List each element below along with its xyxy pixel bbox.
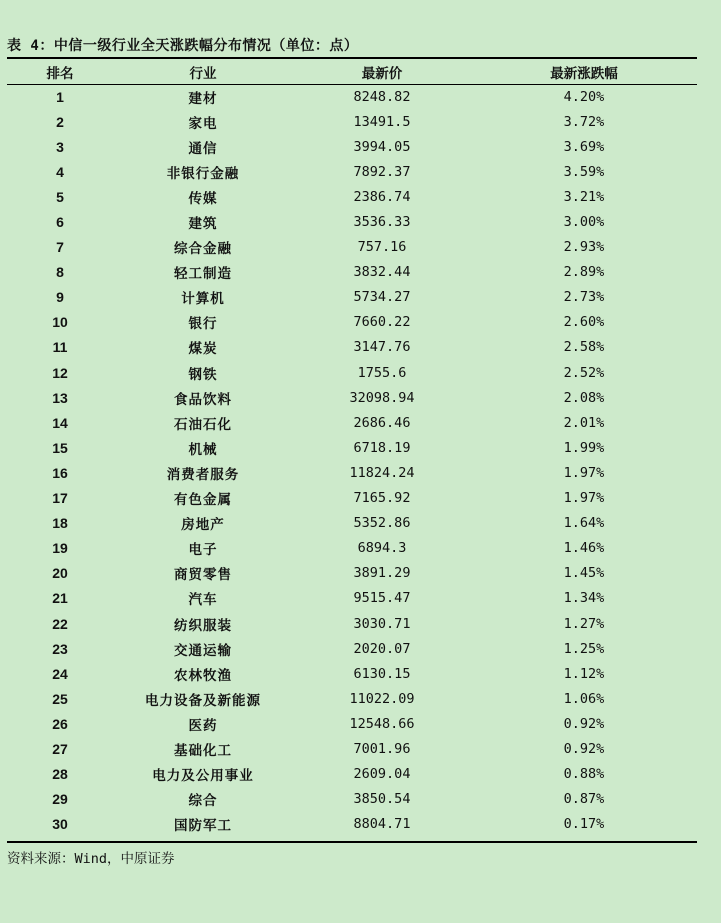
cell-latest-price: 2686.46 <box>353 414 411 431</box>
cell-latest-change: 0.88% <box>563 766 605 783</box>
cell-rank: 22 <box>52 615 68 632</box>
table-row <box>7 285 697 310</box>
cell-latest-price: 3030.71 <box>353 615 411 632</box>
cell-latest-price: 3832.44 <box>353 264 411 281</box>
cell-industry: 煤炭 <box>188 341 218 358</box>
cell-industry: 通信 <box>188 140 218 157</box>
cell-industry: 建筑 <box>188 216 218 233</box>
cell-industry: 医药 <box>188 717 218 734</box>
cell-latest-change: 1.64% <box>563 515 605 532</box>
cell-industry: 农林牧渔 <box>174 667 232 684</box>
table-row <box>7 536 697 561</box>
table-title: 表 4：中信一级行业全天涨跌幅分布情况（单位：点） <box>7 38 359 54</box>
cell-latest-change: 2.73% <box>563 289 605 306</box>
cell-industry: 钢铁 <box>188 366 218 383</box>
cell-rank: 27 <box>52 740 68 757</box>
cell-latest-change: 3.72% <box>563 113 605 130</box>
cell-industry: 石油石化 <box>174 416 232 433</box>
cell-industry: 交通运输 <box>174 642 232 659</box>
cell-latest-change: 0.92% <box>563 715 605 732</box>
table-row <box>7 385 697 410</box>
cell-rank: 8 <box>56 264 64 281</box>
table-row <box>7 460 697 485</box>
cell-rank: 6 <box>56 214 64 231</box>
table-row <box>7 235 697 260</box>
cell-latest-price: 3891.29 <box>353 565 411 582</box>
cell-latest-price: 3536.33 <box>353 214 411 231</box>
cell-industry: 电力及公用事业 <box>152 768 254 785</box>
table-row <box>7 209 697 234</box>
cell-industry: 基础化工 <box>174 742 232 759</box>
table-header-row <box>7 59 697 84</box>
cell-latest-change: 0.92% <box>563 740 605 757</box>
cell-latest-price: 3147.76 <box>353 339 411 356</box>
cell-latest-change: 1.06% <box>563 690 605 707</box>
cell-latest-price: 8804.71 <box>353 816 411 833</box>
cell-latest-price: 6130.15 <box>353 665 411 682</box>
table-row <box>7 586 697 611</box>
cell-rank: 30 <box>52 816 68 833</box>
cell-latest-change: 1.97% <box>563 464 605 481</box>
cell-industry: 银行 <box>188 316 218 333</box>
cell-rank: 21 <box>52 590 68 607</box>
cell-latest-change: 2.58% <box>563 339 605 356</box>
cell-latest-price: 1755.6 <box>357 364 407 381</box>
industry-performance-table <box>7 59 697 837</box>
cell-latest-change: 1.34% <box>563 590 605 607</box>
cell-industry: 房地产 <box>181 517 225 534</box>
cell-latest-price: 11022.09 <box>349 690 415 707</box>
table-row <box>7 335 697 360</box>
cell-industry: 汽车 <box>188 592 218 609</box>
table-row <box>7 109 697 134</box>
header-latest-change: 最新涨跌幅 <box>550 65 618 82</box>
cell-latest-change: 1.99% <box>563 439 605 456</box>
cell-rank: 11 <box>52 339 68 356</box>
table-row <box>7 711 697 736</box>
cell-rank: 20 <box>52 565 68 582</box>
header-rank: 排名 <box>46 65 74 82</box>
table-row <box>7 686 697 711</box>
cell-latest-price: 9515.47 <box>353 590 411 607</box>
cell-latest-change: 2.89% <box>563 264 605 281</box>
cell-industry: 综合金融 <box>174 241 232 258</box>
cell-rank: 15 <box>52 439 68 456</box>
table-row <box>7 84 697 109</box>
cell-latest-price: 5734.27 <box>353 289 411 306</box>
cell-latest-price: 3994.05 <box>353 138 411 155</box>
header-latest-price: 最新价 <box>361 65 403 82</box>
table-row <box>7 486 697 511</box>
table-row <box>7 787 697 812</box>
cell-latest-change: 1.45% <box>563 565 605 582</box>
cell-industry: 国防军工 <box>174 818 232 835</box>
cell-rank: 16 <box>52 464 68 481</box>
cell-latest-change: 1.12% <box>563 665 605 682</box>
cell-industry: 纺织服装 <box>174 617 232 634</box>
cell-latest-price: 7660.22 <box>353 314 411 331</box>
cell-latest-price: 2609.04 <box>353 766 411 783</box>
table-row <box>7 511 697 536</box>
cell-rank: 29 <box>52 791 68 808</box>
cell-latest-change: 0.17% <box>563 816 605 833</box>
cell-rank: 13 <box>52 389 68 406</box>
table-row <box>7 360 697 385</box>
cell-industry: 食品饮料 <box>174 391 232 408</box>
cell-industry: 非银行金融 <box>166 165 240 182</box>
cell-latest-price: 6894.3 <box>357 540 407 557</box>
table-bottom-rule <box>7 841 697 843</box>
cell-rank: 5 <box>56 188 64 205</box>
cell-industry: 消费者服务 <box>166 466 240 483</box>
cell-latest-price: 8248.82 <box>353 88 411 105</box>
cell-industry: 商贸零售 <box>174 567 232 584</box>
cell-industry: 电子 <box>188 542 218 559</box>
table-row <box>7 636 697 661</box>
cell-rank: 7 <box>56 239 64 256</box>
cell-latest-change: 0.87% <box>563 791 605 808</box>
cell-latest-change: 2.52% <box>563 364 605 381</box>
table-row <box>7 611 697 636</box>
cell-latest-price: 7001.96 <box>353 740 411 757</box>
cell-latest-change: 3.69% <box>563 138 605 155</box>
cell-latest-price: 2020.07 <box>353 640 411 657</box>
cell-latest-price: 32098.94 <box>349 389 415 406</box>
table-row <box>7 812 697 837</box>
cell-latest-price: 7165.92 <box>353 490 411 507</box>
cell-latest-change: 3.21% <box>563 188 605 205</box>
table-row <box>7 410 697 435</box>
cell-rank: 24 <box>52 665 68 682</box>
cell-industry: 家电 <box>188 115 218 132</box>
cell-industry: 传媒 <box>188 190 218 207</box>
cell-industry: 有色金属 <box>174 492 232 509</box>
cell-latest-price: 757.16 <box>357 239 407 256</box>
cell-industry: 机械 <box>188 441 218 458</box>
cell-rank: 10 <box>52 314 68 331</box>
cell-latest-change: 2.93% <box>563 239 605 256</box>
cell-latest-change: 1.27% <box>563 615 605 632</box>
cell-industry: 计算机 <box>181 291 225 308</box>
cell-latest-price: 12548.66 <box>349 715 415 732</box>
cell-latest-price: 6718.19 <box>353 439 411 456</box>
cell-latest-price: 11824.24 <box>349 464 415 481</box>
cell-latest-change: 3.59% <box>563 163 605 180</box>
cell-latest-change: 1.46% <box>563 540 605 557</box>
table-row <box>7 435 697 460</box>
cell-latest-change: 3.00% <box>563 214 605 231</box>
cell-industry: 电力设备及新能源 <box>145 692 261 709</box>
source-note: 资料来源：Wind，中原证券 <box>7 851 175 867</box>
header-industry: 行业 <box>189 65 217 82</box>
cell-latest-change: 4.20% <box>563 88 605 105</box>
table-row <box>7 159 697 184</box>
cell-rank: 23 <box>52 640 68 657</box>
cell-rank: 19 <box>52 540 68 557</box>
table-row <box>7 260 697 285</box>
cell-latest-change: 2.08% <box>563 389 605 406</box>
cell-rank: 3 <box>56 138 64 155</box>
table-row <box>7 661 697 686</box>
cell-latest-price: 13491.5 <box>353 113 411 130</box>
cell-industry: 建材 <box>188 90 218 107</box>
table-row <box>7 184 697 209</box>
cell-latest-change: 1.25% <box>563 640 605 657</box>
table-row <box>7 561 697 586</box>
cell-latest-change: 2.01% <box>563 414 605 431</box>
table-row <box>7 310 697 335</box>
table-row <box>7 762 697 787</box>
cell-latest-price: 7892.37 <box>353 163 411 180</box>
table-row <box>7 134 697 159</box>
cell-rank: 28 <box>52 766 68 783</box>
cell-latest-price: 2386.74 <box>353 188 411 205</box>
cell-rank: 1 <box>56 88 64 105</box>
cell-latest-change: 2.60% <box>563 314 605 331</box>
cell-industry: 综合 <box>188 793 218 810</box>
cell-rank: 12 <box>52 364 68 381</box>
cell-rank: 2 <box>56 113 64 130</box>
cell-industry: 轻工制造 <box>174 266 232 283</box>
table-row <box>7 736 697 761</box>
cell-latest-price: 5352.86 <box>353 515 411 532</box>
cell-rank: 4 <box>56 163 64 180</box>
cell-rank: 14 <box>52 414 68 431</box>
cell-latest-price: 3850.54 <box>353 791 411 808</box>
cell-rank: 17 <box>52 490 68 507</box>
cell-rank: 18 <box>52 515 68 532</box>
cell-rank: 26 <box>52 715 68 732</box>
cell-latest-change: 1.97% <box>563 490 605 507</box>
cell-rank: 9 <box>56 289 64 306</box>
cell-rank: 25 <box>52 690 68 707</box>
